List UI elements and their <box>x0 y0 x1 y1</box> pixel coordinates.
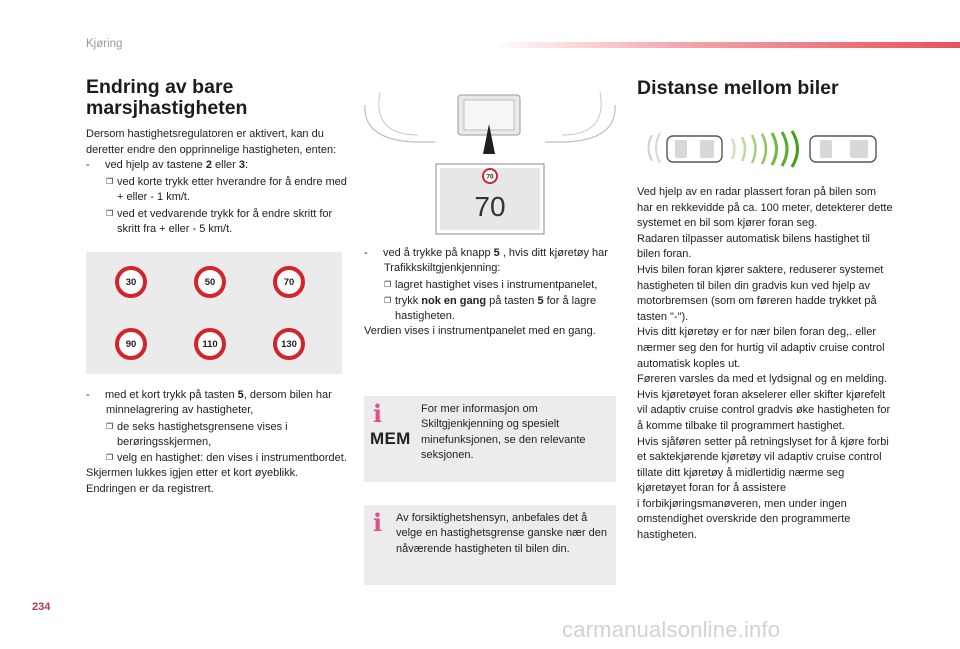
step-2: - med et kort trykk på tasten 5, dersom bilen har minnelagrering av hastigheter, <box>86 389 332 417</box>
traffic-sign-step-block <box>364 246 618 340</box>
distance-illustration <box>640 125 900 173</box>
info-text: Av forsiktighetshensyn, anbefales det å velge en hastighetsgrense ganske nær den nåværende hastigheten til bilen din. <box>396 512 607 555</box>
speed-sign: 30 <box>115 266 147 298</box>
mem-badge: MEM <box>370 429 411 448</box>
sub-text: de seks hastighetsgrensene vises i berøringsskjermen, <box>117 420 288 448</box>
title-line: Endring av bare <box>86 76 234 98</box>
page-title-left <box>86 77 346 119</box>
intro-paragraph: Dersom hastighetsregulatoren er aktivert, kan du deretter endre den opprinnelige hastigheten, enten: <box>86 128 337 156</box>
step-1-text: : <box>245 159 249 171</box>
step-2-text: , dersom bilen har minnelagrering av hastigheter, <box>106 389 332 417</box>
step-3: - ved å trykke på knapp 5 , hvis ditt kjøretøy har Trafikkskiltgjenkjenning: <box>364 247 608 275</box>
closing-paragraph: Skjermen lukkes igjen etter et kort øyeblikk. Endringen er da registrert. <box>86 467 299 495</box>
step-3-text: ved å trykke på knapp <box>382 247 494 259</box>
emphasis: nok en gang <box>421 294 487 307</box>
sub-text: lagret hastighet vises i instrumentpanelet, <box>395 278 598 291</box>
speed-sign: 110 <box>194 328 226 360</box>
sub-text: for å lagre hastigheten. <box>395 294 597 323</box>
step-1-sub-1 <box>86 174 348 206</box>
step-1-text: ved hjelp av tastene <box>104 159 206 171</box>
sub-text: velg en hastighet: den vises i instrumentbordet. <box>117 452 347 465</box>
speed-sign: 70 <box>273 266 305 298</box>
step-2-sub-1 <box>86 419 348 451</box>
info-box-mem <box>364 396 616 482</box>
info-icon: i <box>373 508 383 537</box>
page-number: 234 <box>32 601 51 613</box>
step-1: - ved hjelp av tastene 2 eller 3: <box>86 159 249 171</box>
speed-sign: 90 <box>115 328 147 360</box>
sub-text: ved et vedvarende trykk for å endre skritt for skritt fra + eller - 5 km/t. <box>117 207 333 235</box>
step-3-sub-1 <box>364 277 618 293</box>
checkbox-icon: ❐ <box>106 176 114 186</box>
info-box-safety <box>364 505 616 585</box>
info-text: For mer informasjon om Skiltgjenkjenning og spesielt minefunksjonen, se den relevante seksjonen. <box>421 403 586 461</box>
step-2-sub-2 <box>86 450 348 466</box>
checkbox-icon: ❐ <box>106 208 114 218</box>
step-2-text: med et kort trykk på tasten <box>104 389 238 401</box>
checkbox-icon: ❐ <box>384 295 392 305</box>
speed-sign: 50 <box>194 266 226 298</box>
intro-block <box>86 127 348 238</box>
key-5: 5 <box>237 389 244 401</box>
watermark: carmanualsonline.info <box>562 617 781 642</box>
sub-text: ved korte trykk etter hverandre for å endre med + eller - 1 km/t. <box>117 175 347 203</box>
closing-paragraph: Verdien vises i instrumentpanelet med en gang. <box>364 325 596 338</box>
key-5: 5 <box>493 247 500 259</box>
memory-step-block <box>86 388 348 497</box>
key-5: 5 <box>537 294 544 307</box>
step-1-text: eller <box>211 159 239 171</box>
speed-sign: 130 <box>273 328 305 360</box>
step-3-text: , hvis ditt kjøretøy har Trafikkskiltgjenkjenning: <box>384 247 608 275</box>
title-line: marsjhastigheten <box>86 97 248 119</box>
key-2: 2 <box>205 159 212 171</box>
speed-sign-grid <box>86 252 342 374</box>
step-3-sub-2 <box>364 293 618 325</box>
display-sign-value: 70 <box>486 173 494 181</box>
checkbox-icon: ❐ <box>106 453 114 463</box>
step-1-sub-2 <box>86 206 348 238</box>
header-accent-bar <box>490 42 960 48</box>
instrument-display-illustration <box>360 80 620 240</box>
sub-text: på tasten <box>486 294 538 307</box>
key-3: 3 <box>238 159 246 171</box>
radar-waves <box>732 131 798 167</box>
display-speed: 70 <box>474 191 506 222</box>
info-icon: i <box>373 399 383 428</box>
checkbox-icon: ❐ <box>106 421 114 431</box>
section-label: Kjøring <box>86 38 123 50</box>
checkbox-icon: ❐ <box>384 279 392 289</box>
sub-text: trykk <box>395 294 422 307</box>
page-title-right: Distanse mellom biler <box>637 77 839 99</box>
distance-description: Ved hjelp av en radar plassert foran på bilen som har en rekkevidde på ca. 100 meter, detekterer dette systemet en bil som kjører foran seg. Radaren tilpasser automatisk bilens hastighet til bilen foran. Hvis bilen foran kjører saktere, reduserer systemet hastigheten til bilen din gradvis kun ved hjelp av motorbremsen (som om føreren hadde trykket på tasten "-"). Hvis ditt kjøretøy er for nær bilen foran deg,. eller nærmer seg den for hurtig vil adaptiv cruise control automatisk koples ut. Føreren varsles da med et lydsignal og en melding. Hvis kjøretøyet foran akselerer eller skifter kjørefelt vil adaptiv cruise control gradvis øke hastigheten for å komme tilbake til programmert hastighet. Hvis sjåføren setter på retningslyset for å kjøre forbi et saktekjørende kjøretøy vil adaptiv cruise control tillate ditt kjøretøy å midlertidig nærme seg kjøretøyet foran for å assistere i forbikjøringsmanøveren, men under ingen omstendighet overskride den programmerte hastigheten. <box>637 186 893 542</box>
